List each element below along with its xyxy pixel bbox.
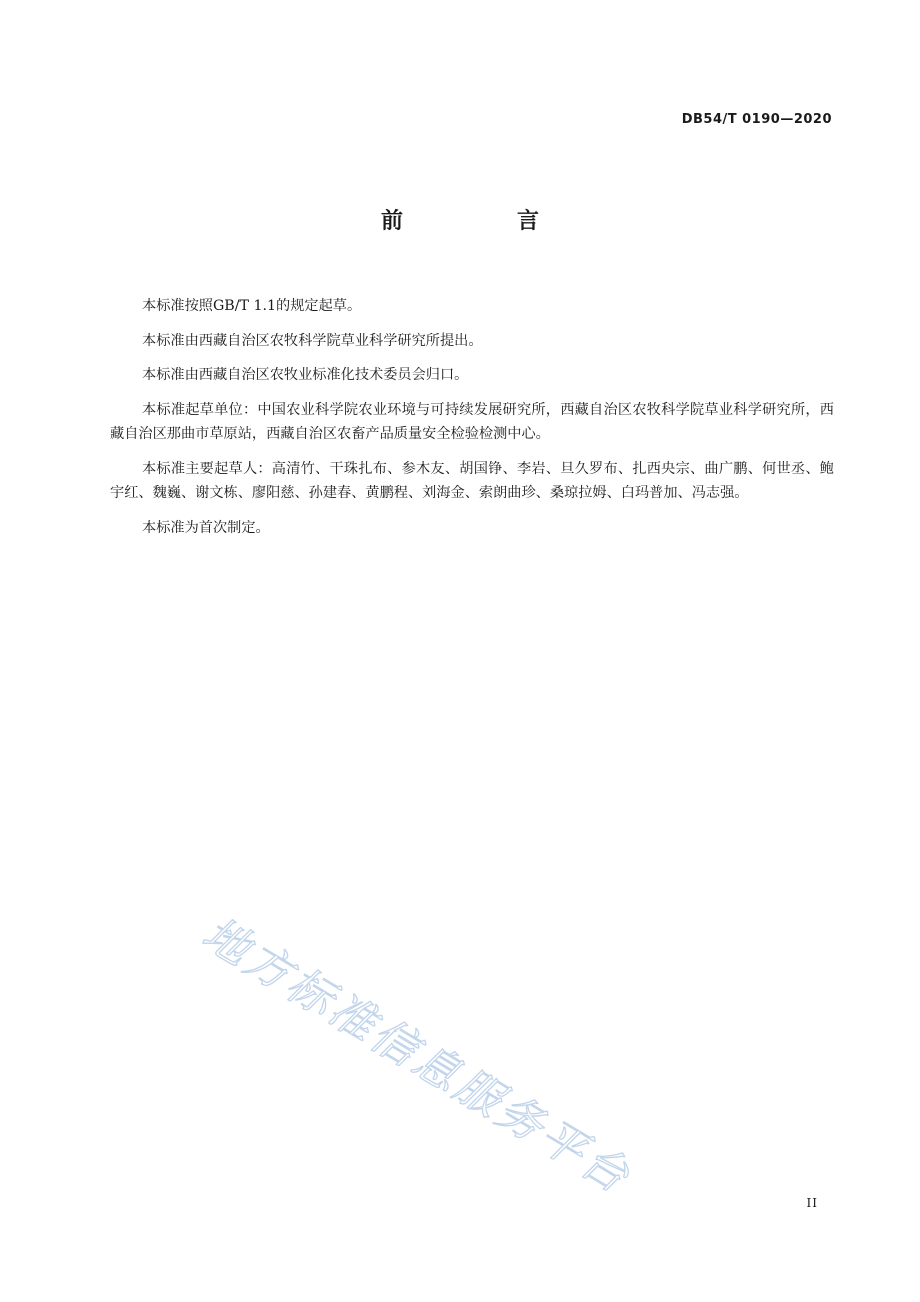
- paragraph-drafters: 本标准主要起草人：高清竹、干珠扎布、参木友、胡国铮、李岩、旦久罗布、扎西央宗、曲广鹏、何世丞、鲍宇红、魏巍、谢文栋、廖阳慈、孙建春、黄鹏程、刘海金、索朗曲珍、桑琼拉姆、白玛普加、冯志强。: [110, 460, 834, 501]
- watermark: 地方标准信息服务平台: [193, 906, 641, 1205]
- paragraph-drafting-units: 本标准起草单位：中国农业科学院农业环境与可持续发展研究所，西藏自治区农牧科学院草业科学研究所，西藏自治区那曲市草原站，西藏自治区农畜产品质量安全检验检测中心。: [110, 401, 834, 442]
- page-title: 前 言: [380, 209, 585, 234]
- paragraph-drafting-rule: 本标准按照GB/T 1.1的规定起草。: [142, 298, 362, 314]
- foreword-body: [110, 294, 834, 550]
- paragraph-proposer: 本标准由西藏自治区农牧科学院草业科学研究所提出。: [142, 332, 483, 349]
- paragraph-first-edition: 本标准为首次制定。: [142, 519, 270, 536]
- page-number: II: [806, 1196, 818, 1210]
- paragraph-committee: 本标准由西藏自治区农牧业标准化技术委员会归口。: [142, 367, 469, 383]
- document-code: DB54/T 0190—2020: [681, 112, 832, 127]
